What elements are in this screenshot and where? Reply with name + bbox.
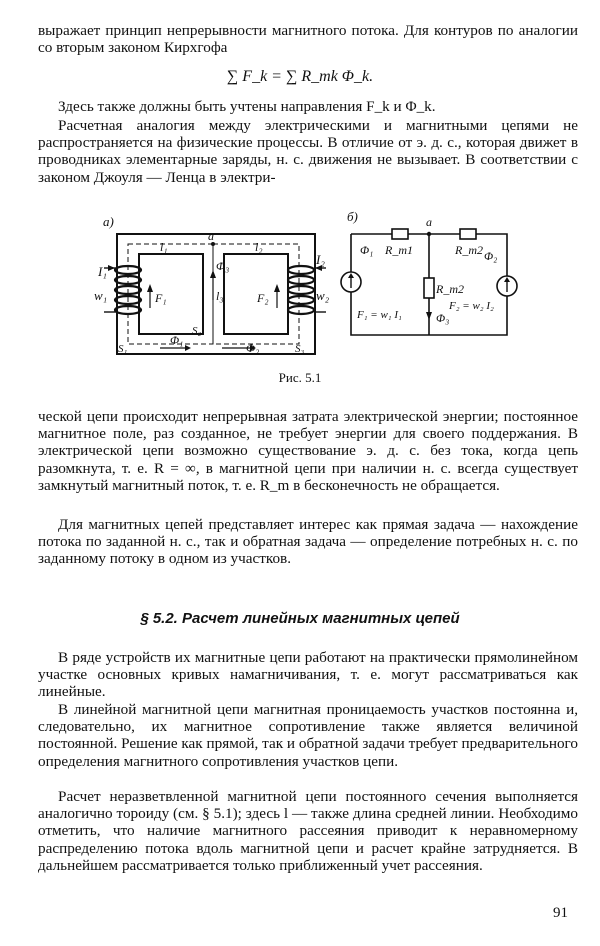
paragraph-1: выражает принцип непрерывности магнитного потока. Для контуров по аналогии со вторым законом Кирхгофа [38, 22, 578, 57]
equivalent-circuit-diagram [341, 209, 517, 335]
label-Rm2-top: R_m2 [455, 243, 483, 257]
label-w1: w₁ [94, 288, 108, 303]
kirchhoff-formula: ∑ F_k = ∑ R_mk Φ_k. [226, 68, 374, 85]
label-S3: S₃ [295, 343, 305, 355]
label-Phi3: Φ₃ [216, 259, 230, 273]
label-S2: S₂ [192, 325, 202, 337]
label-r-Phi3: Φ₃ [436, 311, 450, 325]
label-Phi1: Φ₁ [170, 333, 184, 347]
label-Phi2: Φ₂ [246, 341, 260, 355]
label-I2: I₂ [316, 252, 325, 267]
section-heading: § 5.2. Расчет линейных магнитных цепей [140, 610, 460, 627]
resistor-Rm2-middle [424, 278, 434, 298]
page-number: 91 [553, 905, 568, 921]
figure-5-1 [0, 0, 600, 400]
label-F2-eq: F₂ = w₂ I₂ [449, 300, 494, 312]
resistor-Rm1 [392, 229, 408, 239]
paragraph-3: Расчетная аналогия между электрическими и магнитными цепями не распространяется на физические процессы. В отличие от э. д. с., которая движет в проводниках элементарные заряды, н. с. движения не вызывает. В соответствии с законом Джоуля — Ленца в электри- [38, 117, 578, 186]
paragraph-8: Расчет неразветвленной магнитной цепи постоянного сечения выполняется аналогично тороиду (см. § 5.1); здесь l — также длина средней линии. Необходимо отметить, что наличие магнитного рассеяния приводит к неравномерному распределению потока вдоль магнитной цепи и расчет крайне затрудняется. В дальнейшем рассматривается только приближенный учет рассеяния. [38, 788, 578, 874]
paragraph-7: В линейной магнитной цепи магнитная проницаемость участков постоянна и, следовательно, их магнитное сопротивление также является величиной постоянной. Решение как прямой, так и обратной задачи требует предварительного определения магнитного сопротивления участков цепи. [38, 701, 578, 770]
label-Rm2-middle: R_m2 [436, 282, 464, 296]
coil-left [104, 265, 141, 314]
label-b: б) [347, 209, 358, 224]
label-l2: l₂ [255, 240, 263, 254]
resistor-Rm2-top [460, 229, 476, 239]
label-F1: F₁ [155, 291, 167, 305]
core-window-right [224, 254, 288, 334]
figure-caption: Рис. 5.1 [278, 370, 322, 385]
node-a: a [426, 215, 432, 229]
magnetic-core-diagram [94, 214, 330, 355]
label-l3: l₃ [216, 289, 224, 303]
label-a-node: a [208, 229, 214, 243]
core-window-left [139, 254, 203, 334]
label-r-Phi2: Φ₂ [484, 249, 498, 263]
label-Rm1: R_m1 [385, 243, 413, 257]
paragraph-2: Здесь также должны быть учтены направления F_k и Φ_k. [58, 98, 436, 115]
label-F1-eq: F₁ = w₁ I₁ [357, 309, 402, 321]
paragraph-6: В ряде устройств их магнитные цепи работают на практически прямолинейном участке основных кривых намагничивания, т. е. могут рассматриваться как линейные. [38, 649, 578, 701]
label-F2: F₂ [257, 291, 269, 305]
label-r-Phi1: Φ₁ [360, 243, 374, 257]
label-S1: S₁ [118, 343, 128, 355]
label-I1: I₁ [98, 264, 107, 279]
label-w2: w₂ [316, 288, 330, 303]
label-l1: l₁ [160, 240, 168, 254]
label-a: а) [103, 214, 114, 229]
paragraph-5: Для магнитных цепей представляет интерес как прямая задача — нахождение потока по заданной н. с., так и обратная задача — определение потребных н. с. по заданному потоку в одном из участков. [38, 516, 578, 568]
paragraph-4: ческой цепи происходит непрерывная затрата электрической энергии; постоянное магнитное поле, раз созданное, не требует энергии для своего поддержания. В электрической цепи возможно существование э. д. с. без тока, когда цепь разомкнута, т. е. R = ∞, в магнитной цепи при наличии н. с. всегда существует замкнутый магнитный поток, т. е. R_m в бесконечность не обращается. [38, 408, 578, 494]
